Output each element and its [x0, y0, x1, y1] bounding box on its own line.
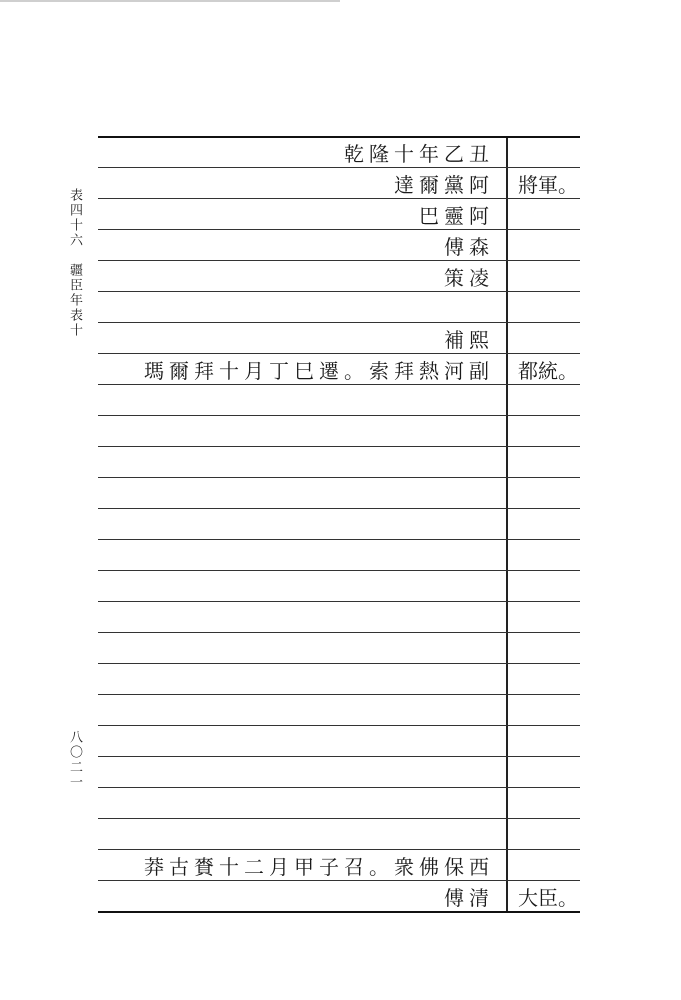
row-right-text [510, 385, 580, 415]
row-right-text [510, 819, 580, 849]
row-text: 莽古賚十二月甲子召。衆佛保西 [144, 854, 494, 879]
row-right-text [510, 633, 580, 663]
row-text: 補熙 [444, 327, 494, 352]
row-right-text [510, 416, 580, 446]
row-right-text [510, 137, 580, 167]
row-rule [98, 911, 580, 913]
row-right-text [510, 199, 580, 229]
row-text: 傅清 [444, 885, 494, 910]
row-text: 瑪爾拜十月丁巳遷。索拜熱河副 [144, 358, 494, 383]
row-text [98, 633, 506, 663]
row-right-text [510, 540, 580, 570]
row-right-text [510, 509, 580, 539]
row-right-text [510, 323, 580, 353]
row-text [98, 292, 506, 322]
row-right-text [510, 726, 580, 756]
row-text [98, 385, 506, 415]
row-text [98, 664, 506, 694]
row-text [98, 571, 506, 601]
year-table [98, 136, 580, 912]
row-text: 達爾黨阿 [394, 172, 494, 197]
row-right-text [510, 850, 580, 880]
row-text [98, 447, 506, 477]
row-right-text [510, 757, 580, 787]
top-edge-rule [0, 0, 340, 2]
page-number: 八〇二一 [67, 730, 82, 790]
row-text [98, 540, 506, 570]
row-text: 策凌 [444, 265, 494, 290]
row-right-text [510, 602, 580, 632]
row-right-text [510, 261, 580, 291]
row-text [98, 757, 506, 787]
row-right-text [510, 292, 580, 322]
row-right-text [510, 478, 580, 508]
row-text [98, 416, 506, 446]
row-text: 巴靈阿 [419, 203, 494, 228]
row-text [98, 478, 506, 508]
row-text [98, 602, 506, 632]
row-text: 傅森 [444, 234, 494, 259]
side-title: 表四十六 疆臣年表十 [67, 188, 82, 338]
row-right-text: 將軍。 [518, 172, 578, 197]
row-text: 乾隆十年乙丑 [344, 141, 494, 166]
row-right-text: 都統。 [518, 358, 578, 383]
row-right-text [510, 695, 580, 725]
row-right-text [510, 664, 580, 694]
row-text [98, 819, 506, 849]
row-text [98, 788, 506, 818]
row-right-text [510, 230, 580, 260]
row-right-text [510, 447, 580, 477]
row-right-text: 大臣。 [518, 885, 578, 910]
row-right-text [510, 571, 580, 601]
row-text [98, 695, 506, 725]
row-text [98, 726, 506, 756]
row-text [98, 509, 506, 539]
row-right-text [510, 788, 580, 818]
column-divider [506, 136, 508, 912]
